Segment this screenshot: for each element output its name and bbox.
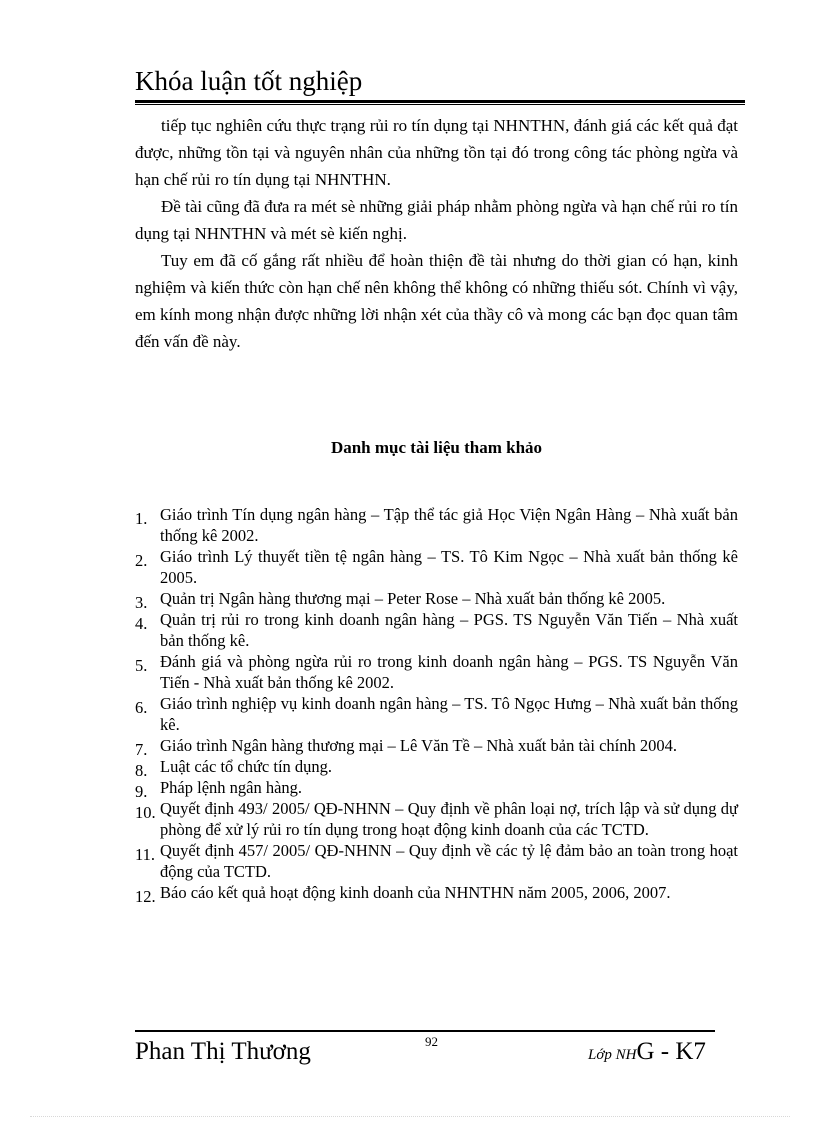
reference-item	[135, 546, 738, 588]
footer-class	[588, 1036, 706, 1071]
reference-item	[135, 651, 738, 693]
body-paragraph: Tuy em đã cố gắng rất nhiều để hoàn thiện đề tài nhưng do thời gian có hạn, kinh nghiệm và kiến thức còn hạn chế nên không thể không có những thiếu sót. Chính vì vậy, em kính mong nhận được những lời nhận xét của thầy cô và mong các bạn đọc quan tâm đến vấn đề này.	[135, 251, 738, 351]
reference-text: Giáo trình Lý thuyết tiền tệ ngân hàng – TS. Tô Kim Ngọc – Nhà xuất bản thống kê 2005.	[160, 547, 738, 587]
reference-number: 5.	[135, 656, 148, 675]
reference-item	[135, 504, 738, 546]
reference-item	[135, 588, 738, 612]
reference-item	[135, 840, 738, 882]
page-bottom-dotted-line	[30, 1116, 790, 1117]
header-divider-thin	[135, 104, 745, 105]
reference-item	[135, 693, 738, 735]
reference-text: Luật các tổ chức tín dụng.	[160, 757, 333, 776]
body-paragraph: Đề tài cũng đã đưa ra mét sè những giải pháp nhằm phòng ngừa và hạn chế rủi ro tín dụng tại NHNTHN và mét sè kiến nghị.	[135, 197, 738, 243]
reference-item	[135, 609, 738, 651]
reference-item	[135, 777, 738, 801]
reference-text: Đánh giá và phòng ngừa rủi ro trong kinh doanh ngân hàng – PGS. TS Nguyễn Văn Tiến - Nhà xuất bản thống kê 2002.	[160, 652, 738, 692]
footer-author: Phan Thị Thương	[135, 1038, 311, 1065]
reference-number: 12.	[135, 887, 156, 906]
footer-class-prefix: Lớp NH	[588, 1047, 637, 1063]
reference-text: Quản trị Ngân hàng thương mại – Peter Rose – Nhà xuất bản thống kê 2005.	[160, 589, 666, 608]
reference-text: Quyết định 493/ 2005/ QĐ-NHNN – Quy định về phân loại nợ, trích lập và sử dụng dự phòng để xử lý rủi ro tín dụng trong hoạt động kinh doanh của các TCTD.	[160, 799, 738, 839]
reference-text: Giáo trình Tín dụng ngân hàng – Tập thể tác giả Học Viện Ngân Hàng – Nhà xuất bản thống kê 2002.	[160, 505, 738, 545]
reference-item	[135, 735, 738, 759]
header-divider-thick	[135, 100, 745, 103]
reference-number: 4.	[135, 614, 148, 633]
reference-number: 10.	[135, 803, 156, 822]
reference-number: 1.	[135, 509, 148, 528]
reference-number: 6.	[135, 698, 148, 717]
page-number: 92	[425, 1034, 438, 1049]
footer-divider	[135, 1030, 715, 1032]
references-heading: Danh mục tài liệu tham khảo	[330, 438, 543, 457]
reference-text: Quyết định 457/ 2005/ QĐ-NHNN – Quy định về các tỷ lệ đảm bảo an toàn trong hoạt động của TCTD.	[160, 841, 738, 881]
reference-item	[135, 882, 738, 906]
reference-item	[135, 798, 738, 840]
reference-number: 3.	[135, 593, 148, 612]
reference-number: 9.	[135, 782, 148, 801]
reference-item	[135, 756, 738, 780]
reference-text: Quản trị rủi ro trong kinh doanh ngân hàng – PGS. TS Nguyễn Văn Tiến – Nhà xuất bản thống kê.	[160, 610, 738, 650]
body-paragraph: tiếp tục nghiên cứu thực trạng rủi ro tín dụng tại NHNTHN, đánh giá các kết quả đạt được, những tồn tại và nguyên nhân của những tồn tại đó trong công tác phòng ngừa và hạn chế rủi ro tín dụng tại NHNTHN.	[135, 116, 738, 189]
body-text	[135, 112, 738, 355]
page-header-title: Khóa luận tốt nghiệp	[135, 66, 363, 96]
reference-number: 11.	[135, 845, 156, 864]
reference-number: 8.	[135, 761, 148, 780]
reference-text: Pháp lệnh ngân hàng.	[160, 778, 303, 797]
reference-text: Báo cáo kết quả hoạt động kinh doanh của NHNTHN năm 2005, 2006, 2007.	[160, 883, 671, 902]
references-list	[135, 504, 738, 906]
footer-class-suffix: G - K7	[636, 1038, 706, 1065]
reference-number: 7.	[135, 740, 148, 759]
reference-number: 2.	[135, 551, 148, 570]
reference-text: Giáo trình nghiệp vụ kinh doanh ngân hàng – TS. Tô Ngọc Hưng – Nhà xuất bản thống kê.	[160, 694, 738, 734]
reference-text: Giáo trình Ngân hàng thương mại – Lê Văn Tề – Nhà xuất bản tài chính 2004.	[160, 736, 677, 755]
